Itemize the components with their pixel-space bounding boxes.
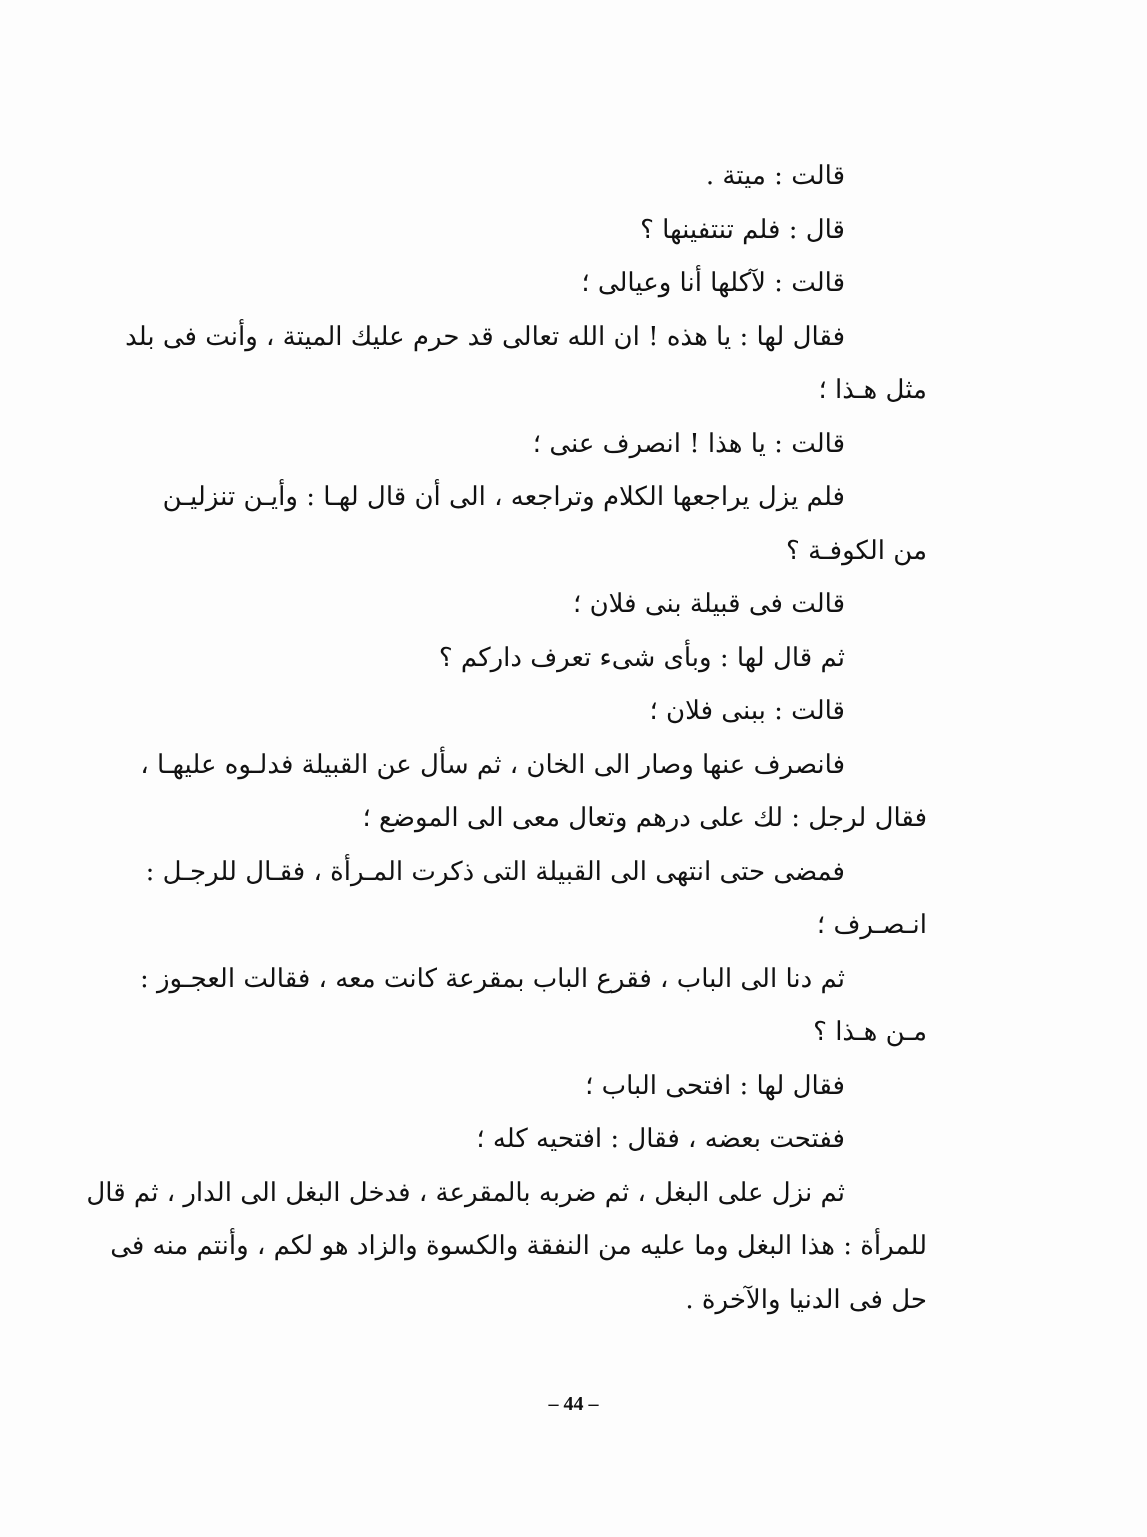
text-line: ثم نزل على البغل ، ثم ضربه بالمقرعة ، فدخل البغل الى الدار ، ثم قال	[86, 1177, 845, 1208]
text-line: فانصرف عنها وصار الى الخان ، ثم سأل عن القبيلة فدلـوه عليهـا ،	[140, 749, 845, 780]
text-line: فمضى حتى انتهى الى القبيلة التى ذكرت المـرأة ، فقـال للرجـل :	[145, 856, 845, 887]
text-line: قالت : ببنى فلان ؛	[649, 696, 845, 726]
text-line: مثل هـذا ؛	[818, 375, 927, 405]
body-text	[86, 150, 927, 1327]
text-line: ففتحت بعضه ، فقال : افتحيه كله ؛	[476, 1124, 845, 1154]
text-line: قالت : ميتة .	[705, 161, 845, 191]
page-number: – 44 –	[548, 1393, 599, 1415]
text-line: ثم دنا الى الباب ، فقرع الباب بمقرعة كانت معه ، فقالت العجـوز :	[139, 963, 845, 994]
text-line: قالت فى قبيلة بنى فلان ؛	[573, 589, 845, 619]
text-line: مـن هـذا ؟	[813, 1017, 927, 1047]
text-line: انـصـرف ؛	[816, 910, 927, 940]
text-line: قال : فلم تنتفينها ؟	[640, 214, 845, 245]
text-line: حل فى الدنيا والآخرة .	[685, 1284, 927, 1315]
text-line: فقال لرجل : لك على درهم وتعال معى الى الموضع ؛	[362, 803, 927, 833]
text-line: ثم قال لها : وبأى شىء تعرف داركم ؟	[438, 642, 845, 673]
text-line: فقال لها : يا هذه ! ان الله تعالى قد حرم عليك الميتة ، وأنت فى بلد	[125, 321, 845, 352]
text-line: فقال لها : افتحى الباب ؛	[585, 1070, 845, 1101]
text-line: قالت : لآكلها أنا وعيالى ؛	[581, 268, 845, 298]
text-line: للمرأة : هذا البغل وما عليه من النفقة والكسوة والزاد هو لكم ، وأنتم منه فى	[110, 1231, 927, 1261]
text-line: من الكوفـة ؟	[786, 535, 927, 566]
text-line: قالت : يا هذا ! انصرف عنى ؛	[532, 428, 845, 459]
text-line: فلم يزل يراجعها الكلام وتراجعه ، الى أن قال لهـا : وأيـن تنزليـن	[162, 482, 845, 512]
